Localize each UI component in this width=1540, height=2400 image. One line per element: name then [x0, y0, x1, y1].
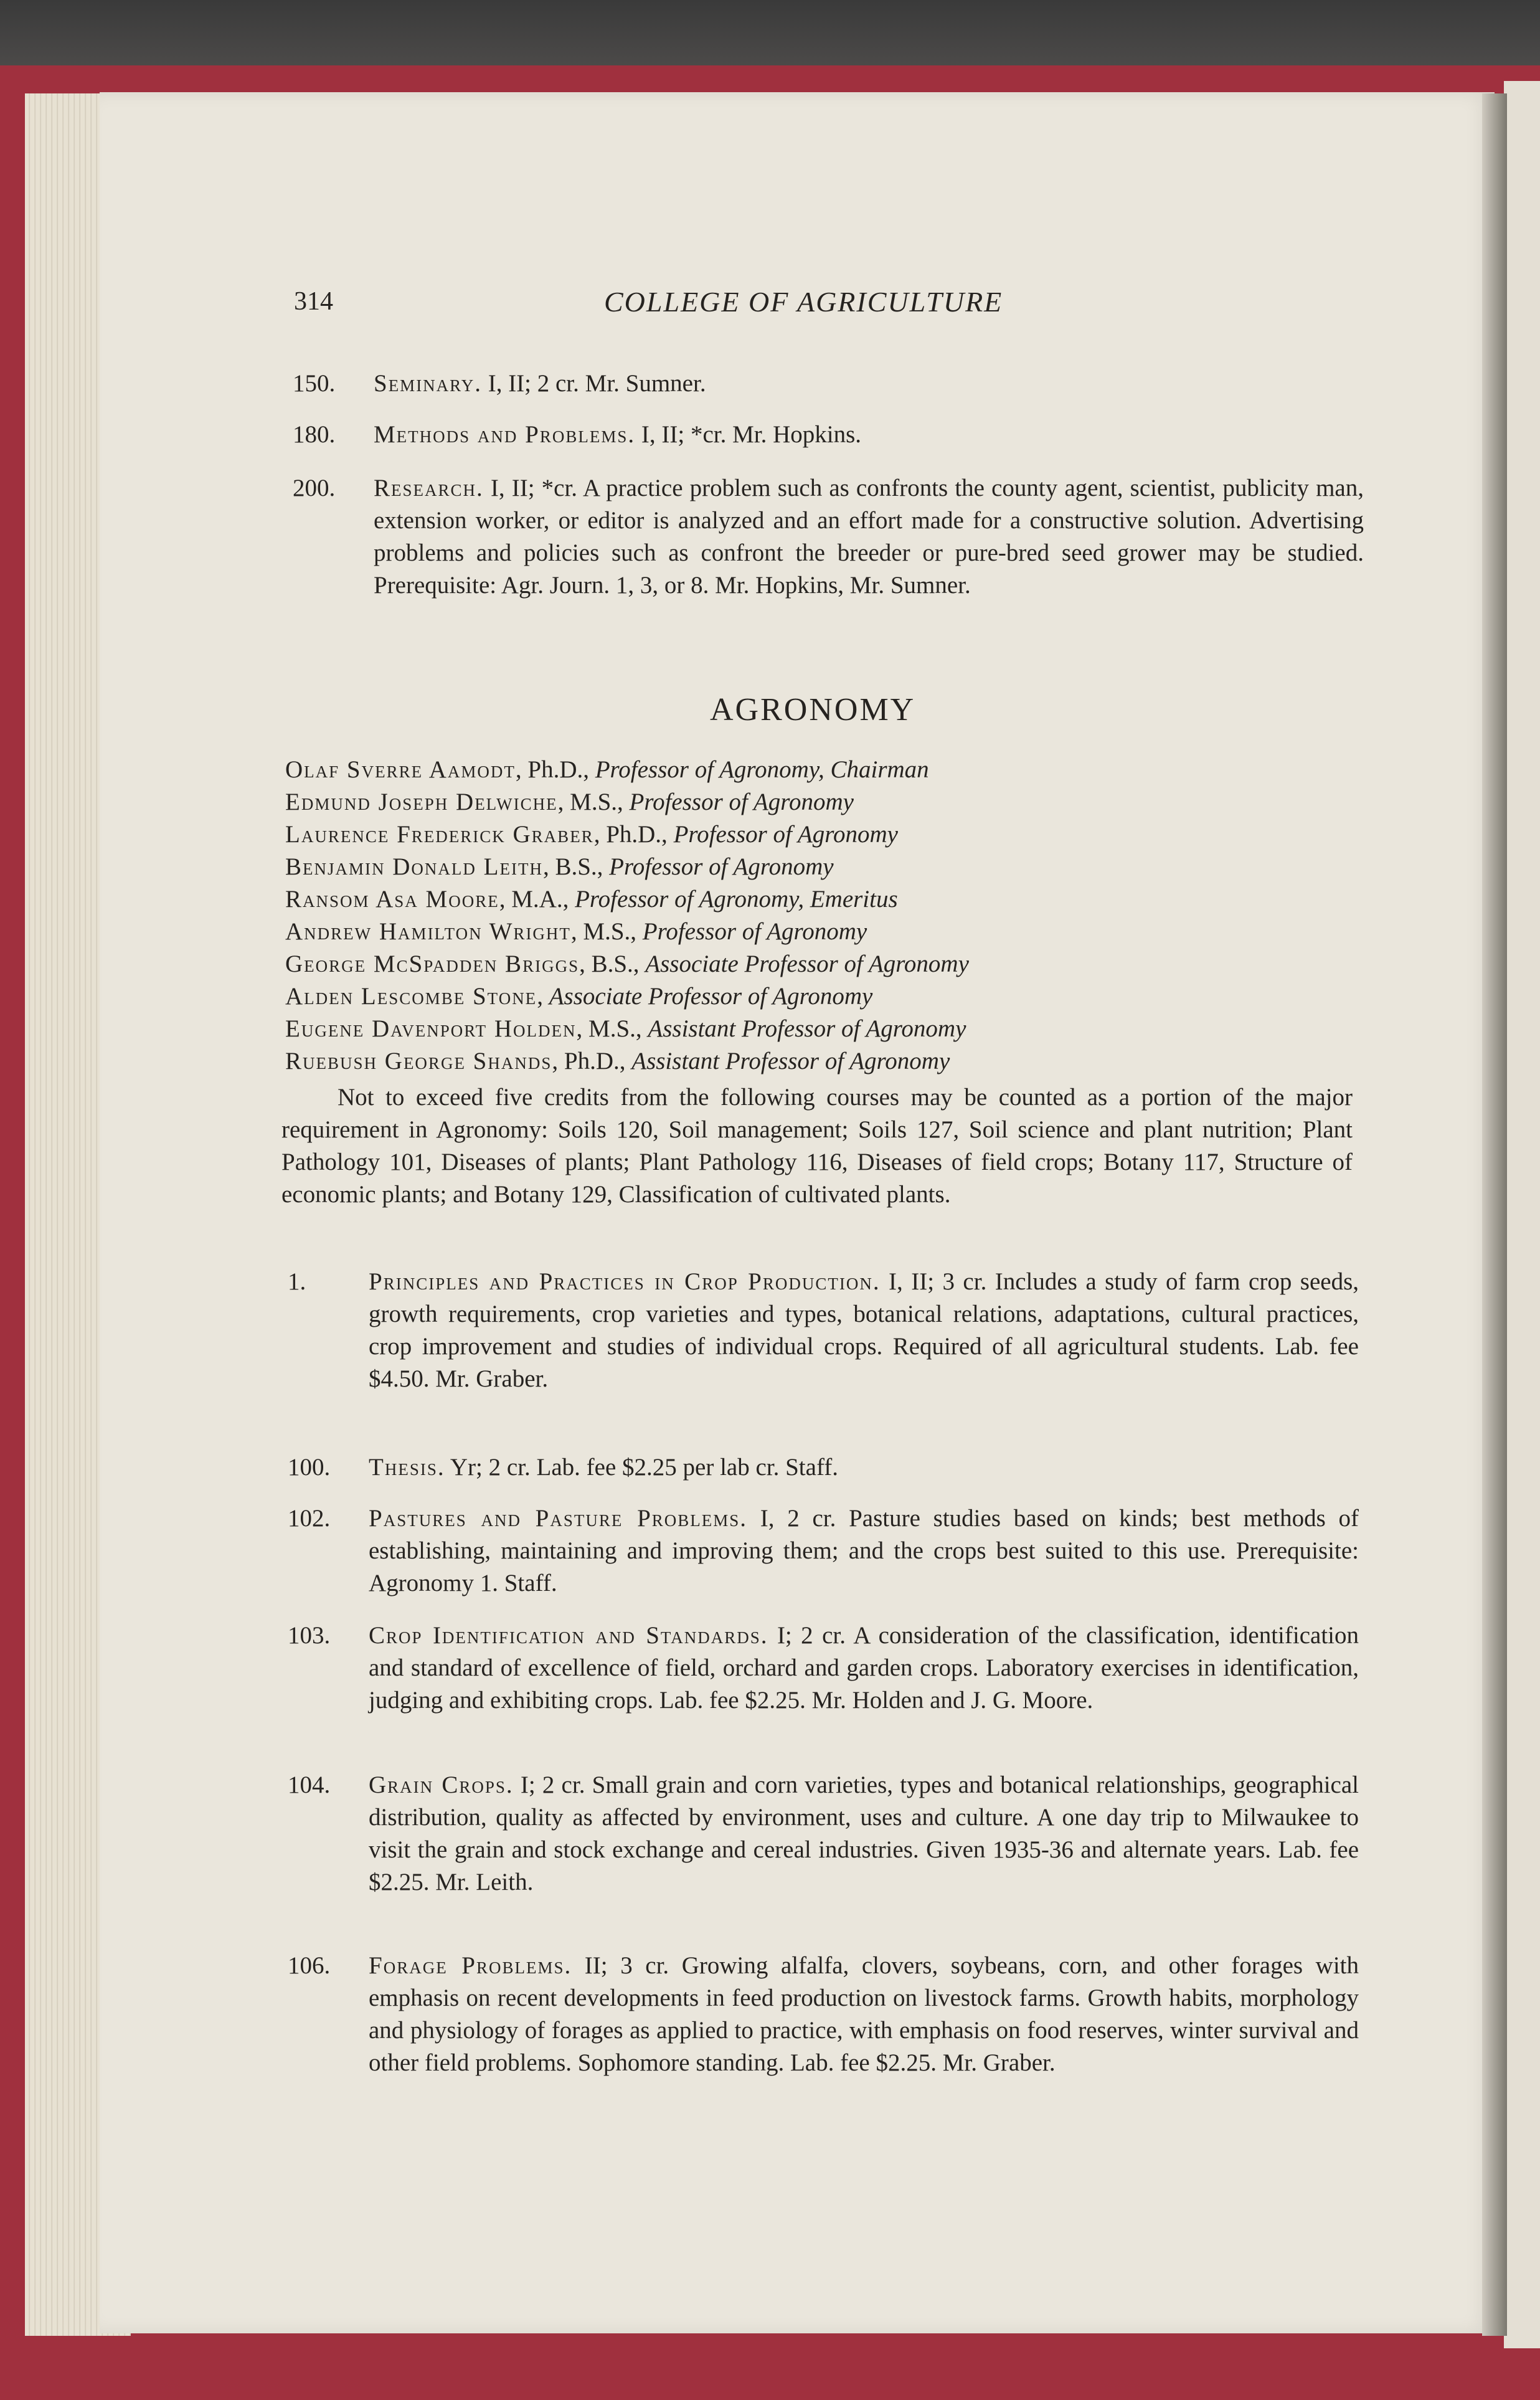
course-entry: [293, 472, 1364, 602]
staff-role: Associate Professor of Agronomy: [645, 951, 969, 977]
course-number: 102.: [288, 1505, 331, 1532]
course-entry: [288, 1950, 1359, 2079]
staff-degree: , Ph.D.,: [515, 756, 595, 783]
intro-text: Not to exceed five credits from the following courses may be counted as a portion of the major requirement in Agronomy: Soils 120, Soil management; Soils 127, Soil science and plant nutrition; Plant Pathology 101, Diseases of plants; Plant Pathology 116, Diseases of field crops; Botany 117, Structure of economic plants; and Botany 129, Classification of cultivated plants.: [281, 1084, 1353, 1208]
staff-degree: , B.S.,: [542, 853, 610, 880]
staff-name: Benjamin Donald Leith: [285, 853, 543, 880]
course-number: 150.: [293, 370, 336, 397]
course-number: 103.: [288, 1622, 331, 1649]
course-entry: [288, 1451, 1359, 1484]
staff-role: Professor of Agronomy: [642, 918, 867, 945]
staff-role: Professor of Agronomy, Emeritus: [575, 886, 898, 913]
staff-member: [285, 1013, 1406, 1045]
staff-member: [285, 1045, 1406, 1078]
course-title: Seminary.: [374, 370, 482, 397]
course-text: I, II; 3 cr. Includes a study of farm crop seeds, growth requirements, crop varieties and types, botanical relations, adaptations, cultural practices, crop improvement and studies of individual crops. Required of all agricultural students. Lab. fee $4.50. Mr. Graber.: [369, 1268, 1359, 1392]
staff-name: Ransom Asa Moore: [285, 886, 499, 913]
course-number: 200.: [293, 475, 336, 501]
course-title: Principles and Practices in Crop Production.: [369, 1268, 881, 1295]
staff-name: Andrew Hamilton Wright: [285, 918, 571, 945]
course-text: II; 3 cr. Growing alfalfa, clovers, soybeans, corn, and other forages with emphasis on recent developments in feed production on livestock farms. Growth habits, morphology and physiology of forages as applied to practice, with emphasis on food reserves, winter survival and other field problems. Sophomore standing. Lab. fee $2.25. Mr. Graber.: [369, 1952, 1359, 2076]
staff-role: Professor of Agronomy: [629, 789, 854, 815]
running-header: COLLEGE OF AGRICULTURE: [604, 286, 1003, 318]
course-text: I, II; 2 cr. Mr. Sumner.: [481, 370, 706, 397]
staff-list: [285, 754, 1406, 1078]
staff-member: [285, 851, 1406, 883]
course-entry: [288, 1266, 1359, 1395]
staff-member: [285, 916, 1406, 948]
course-number: 106.: [288, 1952, 331, 1979]
course-title: Research.: [374, 475, 484, 501]
section-title: AGRONOMY: [710, 692, 916, 728]
staff-name: George McSpadden Briggs: [285, 951, 580, 977]
intro-paragraph: [281, 1081, 1353, 1211]
course-number: 1.: [288, 1268, 306, 1295]
course-entry: [293, 368, 1364, 400]
staff-degree: ,: [537, 983, 549, 1010]
staff-role: Professor of Agronomy: [673, 821, 898, 848]
course-title: Crop Identification and Standards.: [369, 1622, 768, 1649]
course-entry: [293, 419, 1364, 451]
next-page-edge: [1504, 81, 1540, 2348]
staff-degree: , M.S.,: [570, 918, 643, 945]
course-title: Thesis.: [369, 1454, 445, 1481]
staff-degree: , M.S.,: [576, 1015, 648, 1042]
course-title: Methods and Problems.: [374, 421, 636, 448]
staff-member: [285, 818, 1406, 851]
course-entry: [288, 1502, 1359, 1600]
staff-role: Professor of Agronomy: [609, 853, 834, 880]
staff-member: [285, 980, 1406, 1013]
staff-role: Assistant Professor of Agronomy: [631, 1048, 950, 1074]
staff-degree: , Ph.D.,: [593, 821, 674, 848]
course-number: 180.: [293, 421, 336, 448]
course-text: Yr; 2 cr. Lab. fee $2.25 per lab cr. Staff.: [445, 1454, 838, 1481]
course-text: I, II; *cr. Mr. Hopkins.: [635, 421, 862, 448]
course-title: Grain Crops.: [369, 1772, 514, 1798]
page-number: 314: [294, 287, 333, 316]
staff-name: Olaf Sverre Aamodt: [285, 756, 516, 783]
staff-member: [285, 786, 1406, 818]
staff-degree: , Ph.D.,: [552, 1048, 632, 1074]
staff-name: Laurence Frederick Graber: [285, 821, 594, 848]
staff-name: Alden Lescombe Stone: [285, 983, 537, 1010]
staff-role: Professor of Agronomy, Chairman: [595, 756, 929, 783]
staff-member: [285, 948, 1406, 980]
background-top: [0, 0, 1540, 72]
course-number: 104.: [288, 1772, 331, 1798]
course-text: I, II; *cr. A practice problem such as confronts the county agent, scientist, publicity man, extension worker, or editor is analyzed and an effort made for a constructive solution. Advertising problems and policies such as confront the breeder or pure-bred seed grower may be studied. Prerequisite: Agr. Journ. 1, 3, or 8. Mr. Hopkins, Mr. Sumner.: [374, 475, 1364, 599]
course-text: I, 2 cr. Pasture studies based on kinds; best methods of establishing, maintaining and improving them; and the crops best suited to this use. Prerequisite: Agronomy 1. Staff.: [369, 1505, 1359, 1596]
staff-degree: , M.A.,: [499, 886, 575, 913]
course-entry: [288, 1620, 1359, 1717]
staff-role: Associate Professor of Agronomy: [549, 983, 873, 1010]
course-title: Forage Problems.: [369, 1952, 572, 1979]
staff-member: [285, 754, 1406, 786]
course-text: I; 2 cr. Small grain and corn varieties, types and botanical relationships, geographical distribution, quality as affected by environment, uses and culture. A one day trip to Milwaukee to visit the grain and stock exchange and cereal industries. Given 1935-36 and alternate years. Lab. fee $2.25. Mr. Leith.: [369, 1772, 1359, 1895]
staff-degree: , B.S.,: [579, 951, 646, 977]
staff-role: Assistant Professor of Agronomy: [648, 1015, 966, 1042]
staff-name: Edmund Joseph Delwiche: [285, 789, 558, 815]
course-number: 100.: [288, 1454, 331, 1481]
staff-degree: , M.S.,: [557, 789, 630, 815]
course-title: Pastures and Pasture Problems.: [369, 1505, 748, 1532]
page-gutter: [1482, 93, 1507, 2336]
course-entry: [288, 1769, 1359, 1899]
staff-name: Ruebush George Shands: [285, 1048, 552, 1074]
staff-member: [285, 883, 1406, 916]
staff-name: Eugene Davenport Holden: [285, 1015, 577, 1042]
course-text: I; 2 cr. A consideration of the classification, identification and standard of excellence of field, orchard and garden crops. Laboratory exercises in identification, judging and exhibiting crops. Lab. fee $2.25. Mr. Holden and J. G. Moore.: [369, 1622, 1359, 1714]
